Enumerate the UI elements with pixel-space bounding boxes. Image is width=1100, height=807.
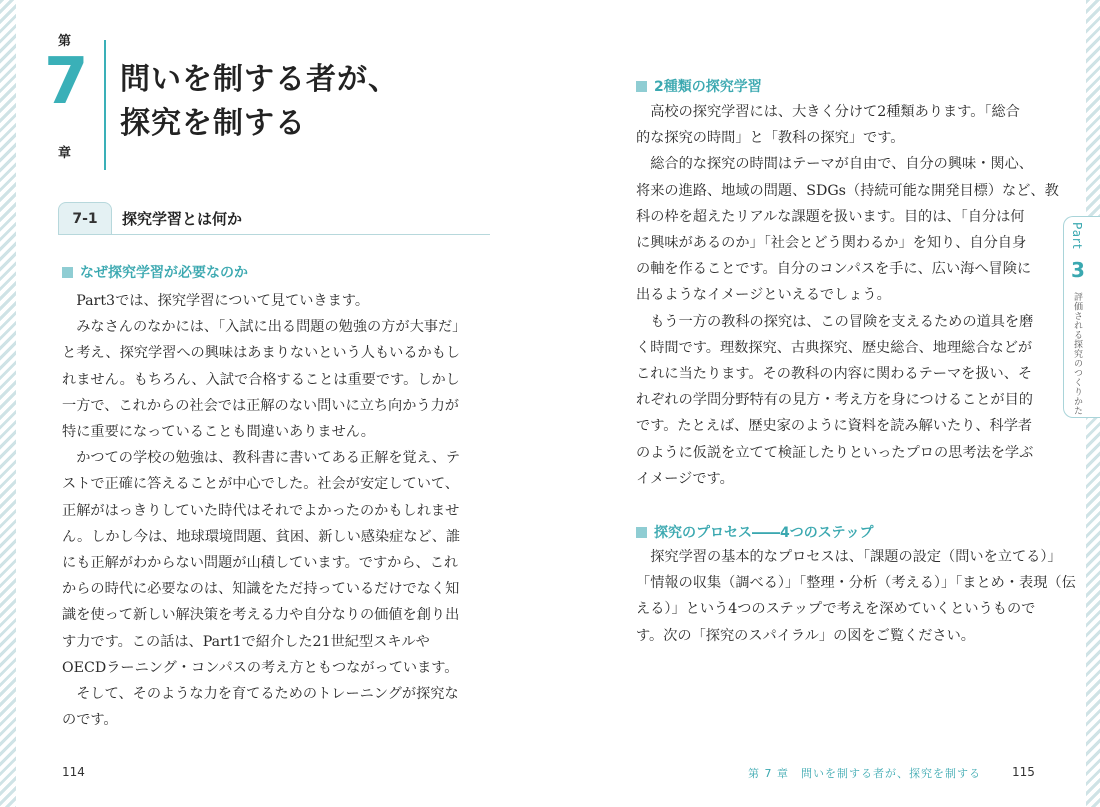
heading-process bbox=[636, 522, 873, 542]
section-title: 探究学習とは何か bbox=[122, 210, 243, 228]
running-head: 第 7 章 問いを制する者が、探究を制する bbox=[748, 767, 981, 780]
chapter-title-line1: 問いを制する者が、 bbox=[120, 62, 399, 97]
page-number-left: 114 bbox=[62, 765, 85, 779]
text-line: そして、そのような力を育てるためのトレーニングが探究な bbox=[62, 686, 459, 703]
text-line: Part3では、探究学習について見ていきます。 bbox=[62, 293, 370, 309]
text-line: 将来の進路、地域の問題、SDGs（持続可能な開発目標）など、教 bbox=[636, 182, 1059, 199]
side-tab-part-number: 3 bbox=[1071, 258, 1085, 282]
page-edge-stripe-left bbox=[0, 0, 16, 807]
heading-square-icon bbox=[636, 527, 647, 538]
heading-square-icon bbox=[62, 267, 73, 278]
section-underline bbox=[58, 234, 490, 235]
text-line: もう一方の教科の探究は、この冒険を支えるための道具を磨 bbox=[636, 313, 1034, 330]
text-line: える）」という4つのステップで考えを深めていくというもので bbox=[636, 601, 1036, 618]
text-line: 科の枠を超えたリアルな課題を扱います。目的は、「自分は何 bbox=[636, 208, 1025, 225]
heading-text: なぜ探究学習が必要なのか bbox=[80, 265, 248, 281]
text-line: イメージです。 bbox=[636, 470, 734, 487]
heading-two-types bbox=[636, 76, 762, 96]
text-line: す力です。この話は、Part1で紹介した21世紀型スキルや bbox=[62, 633, 430, 650]
text-line: に興味があるのか」「社会とどう関わるか」を知り、自分自身 bbox=[636, 235, 1027, 252]
text-line: 正解がはっきりしていた時代はそれでよかったのかもしれませ bbox=[62, 502, 460, 519]
left-body-text bbox=[62, 288, 466, 733]
text-line: れません。もちろん、入試で合格することは重要です。しかし bbox=[62, 371, 460, 388]
text-line: 特に重要になっていることも間違いありません。 bbox=[62, 424, 375, 441]
chapter-label-top: 第 bbox=[58, 34, 72, 49]
text-line: のです。 bbox=[62, 712, 118, 729]
chapter-title bbox=[120, 58, 399, 146]
text-line: みなさんのなかには、「入試に出る問題の勉強の方が大事だ」 bbox=[62, 319, 467, 336]
text-line: れぞれの学問分野特有の見方・考え方を身につけることが目的 bbox=[636, 392, 1033, 409]
side-tab-part-label: Part bbox=[1070, 222, 1084, 250]
text-line: 的な探究の時間」と「教科の探究」です。 bbox=[636, 130, 905, 147]
heading-square-icon bbox=[636, 81, 647, 92]
text-line: のように仮説を立てて検証したりといったプロの思考法を学ぶ bbox=[636, 444, 1034, 461]
heading-text: 2種類の探究学習 bbox=[654, 79, 762, 95]
text-line: 総合的な探究の時間はテーマが自由で、自分の興味・関心、 bbox=[636, 156, 1033, 173]
text-line: にも正解がわからない問題が山積しています。ですから、これ bbox=[62, 555, 459, 572]
text-line: す。次の「探究のスパイラル」の図をご覧ください。 bbox=[636, 627, 975, 644]
text-line: 「情報の収集（調べる）」「整理・分析（考える）」「まとめ・表現（伝 bbox=[636, 575, 1076, 592]
chapter-divider bbox=[104, 40, 106, 170]
text-line: ストで正確に答えることが中心でした。社会が安定していて、 bbox=[62, 476, 459, 493]
text-line: です。たとえば、歴史家のように資料を読み解いたり、科学者 bbox=[636, 418, 1033, 435]
text-line: の軸を作ることです。自分のコンパスを手に、広い海へ冒険に bbox=[636, 261, 1032, 278]
text-line: と考え、探究学習への興味はあまりないという人もいるかもし bbox=[62, 345, 461, 362]
text-line: これに当たります。その教科の内容に関わるテーマを扱い、そ bbox=[636, 366, 1033, 383]
chapter-label-bottom: 章 bbox=[58, 146, 72, 161]
page-number-right: 115 bbox=[1012, 765, 1035, 779]
text-line: 探究学習の基本的なプロセスは、「課題の設定（問いを立てる）」 bbox=[636, 549, 1062, 565]
text-line: 高校の探究学習には、大きく分けて2種類あります。「総合 bbox=[636, 104, 1020, 120]
text-line: 一方で、これからの社会では正解のない問いに立ち向かう力が bbox=[62, 397, 459, 414]
heading-why-inquiry bbox=[62, 262, 248, 282]
text-line: 識を使って新しい解決策を考える力や自分なりの価値を創り出 bbox=[62, 607, 460, 624]
right-body-text-1 bbox=[636, 99, 1059, 492]
text-line: かつての学校の勉強は、教科書に書いてある正解を覚え、テ bbox=[62, 450, 461, 467]
side-tab-subtitle: 評価される探究のつくりかた bbox=[1072, 292, 1082, 416]
right-body-text-2 bbox=[636, 544, 1076, 649]
text-line: く時間です。理数探究、古典探究、歴史総合、地理総合などが bbox=[636, 339, 1033, 356]
chapter-title-line2: 探究を制する bbox=[120, 106, 306, 141]
text-line: からの時代に必要なのは、知識をただ持っているだけでなく知 bbox=[62, 581, 460, 598]
chapter-number: 7 bbox=[44, 45, 89, 119]
text-line: OECDラーニング・コンパスの考え方ともつながっています。 bbox=[62, 659, 459, 676]
heading-text: 探究のプロセス――4つのステップ bbox=[654, 525, 874, 541]
section-number-tab: 7-1 bbox=[58, 202, 112, 235]
text-line: ん。しかし今は、地球環境問題、貧困、新しい感染症など、誰 bbox=[62, 528, 461, 545]
text-line: 出るようなイメージといえるでしょう。 bbox=[636, 287, 891, 304]
